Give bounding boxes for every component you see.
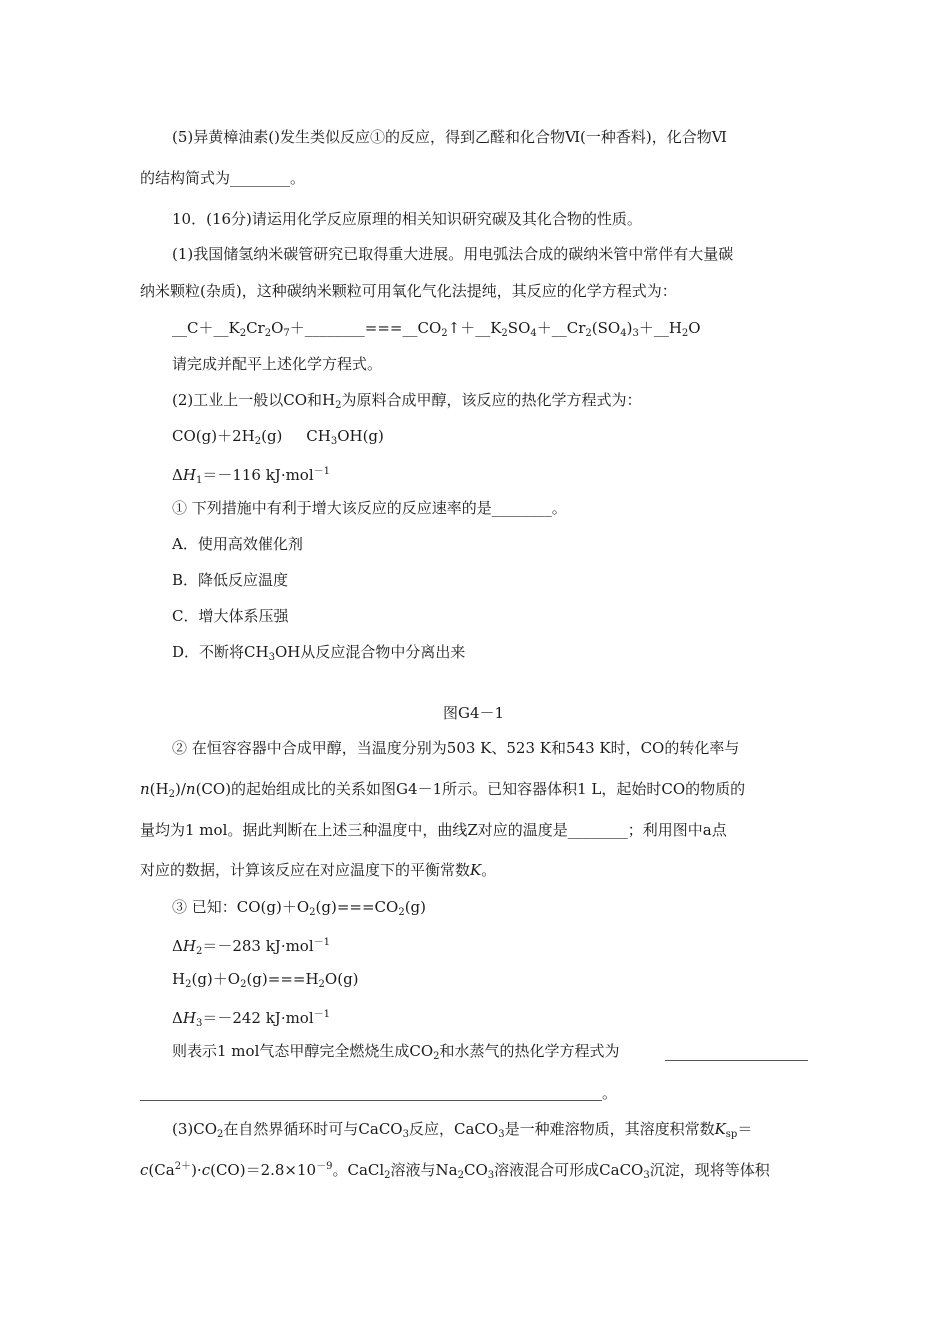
option-d: D．不断将$CH_3OH$从反应混合物中分离出来 xyxy=(172,643,466,663)
hydrogen-equation: $H_2(g)+O_2(g)===H_2O(g)$ xyxy=(172,970,359,990)
delta-h1: $\Delta H_1=-116$ kJ·mol$^{-1}$ xyxy=(172,466,331,486)
answer-blank-line-1 xyxy=(665,1060,808,1061)
question-10-title: 10．(16分)请运用化学反应原理的相关知识研究碳及其化合物的性质。 xyxy=(172,210,642,228)
sentence-end: 。 xyxy=(602,1084,618,1102)
sub-question-2-line-3: 量均为1 mol。据此判断在上述三种温度中，曲线Z对应的温度是________；利用图中a点 xyxy=(140,821,727,839)
sub-question-3-intro: ③ 已知：$CO(g)+O_2(g)===CO_2(g)$ xyxy=(172,898,427,918)
sub-question-1: ① 下列措施中有利于增大该反应的反应速率的是________。 xyxy=(172,499,567,517)
q5-line-1: (5)异黄樟油素()发生类似反应①的反应，得到乙醛和化合物Ⅵ(一种香料)，化合物Ⅵ xyxy=(172,128,727,146)
option-a: A．使用高效催化剂 xyxy=(172,535,303,553)
option-c: C．增大体系压强 xyxy=(172,607,289,625)
methanol-equation: $CO(g)+2H_2(g)$ $CH_3OH(g)$ xyxy=(172,427,384,447)
figure-caption: 图G4－1 xyxy=(443,704,505,722)
part3-line-2: $c(Ca^{2+})\cdot c(CO)=2.8\times 10^{-9}$。CaCl$_2$溶液与$Na_2CO_3$溶液混合可形成CaCO$_3$沉淀，现将等体积 xyxy=(140,1161,770,1181)
part1-line-2: 纳米颗粒(杂质)，这种碳纳米颗粒可用氧化气化法提纯，其反应的化学方程式为： xyxy=(140,282,677,300)
part1-line-1: (1)我国储氢纳米碳管研究已取得重大进展。用电弧法合成的碳纳米管中常伴有大量碳 xyxy=(172,245,734,263)
answer-blank-line-2 xyxy=(140,1100,602,1101)
part2-intro: (2)工业上一般以CO和$H_2$为原料合成甲醇，该反应的热化学方程式为： xyxy=(172,391,642,411)
delta-h2: $\Delta H_2=-283$ kJ·mol$^{-1}$ xyxy=(172,937,331,957)
delta-h3: $\Delta H_3=-242$ kJ·mol$^{-1}$ xyxy=(172,1009,331,1029)
part1-instruction: 请完成并配平上述化学方程式。 xyxy=(172,355,383,373)
sub-question-2-line-1: ② 在恒容容器中合成甲醇，当温度分别为503 K、523 K和543 K时，CO的转化率与 xyxy=(172,739,740,757)
q5-line-2: 的结构简式为________。 xyxy=(140,169,306,187)
sub-question-2-line-4: 对应的数据，计算该反应在对应温度下的平衡常数K。 xyxy=(140,861,497,879)
sub-question-3-final: 则表示1 mol气态甲醇完全燃烧生成$CO_2$和水蒸气的热化学方程式为 xyxy=(172,1042,620,1062)
balance-equation: $\_\_C+\_\_K_2Cr_2O_7+\_\_\_\_\_\_\_\_===\_\_CO_2↑+\_\_K_2SO_4+\_\_Cr_2(SO_4)_3+\_\_H_2O$ xyxy=(172,319,701,339)
option-b: B．降低反应温度 xyxy=(172,571,289,589)
sub-question-2-line-2: $n(H_2)/n(CO)$的起始组成比的关系如图G4－1所示。已知容器体积1 L，起始时CO的物质的 xyxy=(140,780,746,800)
part3-line-1: $(3)CO_2$在自然界循环时可与CaCO$_3$反应，CaCO$_3$是一种难溶物质，其溶度积常数$K_{sp}=$ xyxy=(172,1120,753,1140)
